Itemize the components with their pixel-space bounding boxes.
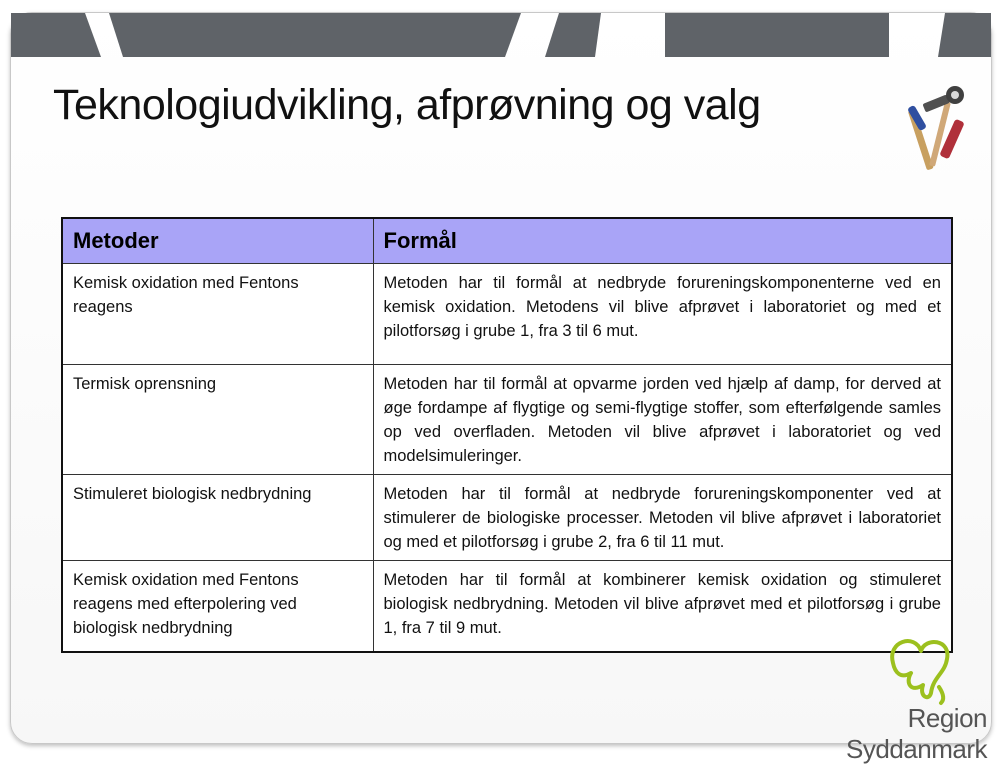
- band-segment: [938, 13, 991, 57]
- purpose-cell: Metoden har til formål at nedbryde forureningskomponenter ved at stimulerer de biologiske processer. Metoden vil blive afprøvet i laboratoriet og med et pilotforsøg i grube 2, fra 6 til 11 mut.: [373, 475, 952, 561]
- top-band: [11, 13, 991, 57]
- table-row: [62, 264, 952, 365]
- method-cell: Stimuleret biologisk nedbrydning: [62, 475, 373, 561]
- band-segment: [545, 13, 601, 57]
- purpose-cell: Metoden har til formål at nedbryde forureningskomponenterne ved en kemisk oxidation. Metodens vil blive afprøvet i laboratoriet og med et pilotforsøg i grube 1, fra 3 til 6 mut.: [373, 264, 952, 365]
- methods-table: [61, 217, 953, 653]
- header-purpose: Formål: [373, 218, 952, 264]
- table-row: [62, 365, 952, 475]
- purpose-cell: Metoden har til formål at kombinerer kemisk oxidation og stimuleret biologisk nedbrydning. Metoden vil blive afprøvet med et pilotforsøg i grube 1, fra 7 til 9 mut.: [373, 561, 952, 653]
- slide: [10, 12, 992, 764]
- header-methods: Metoder: [62, 218, 373, 264]
- region-logo: [781, 633, 991, 764]
- method-cell: Kemisk oxidation med Fentons reagens: [62, 264, 373, 365]
- band-segment: [665, 13, 889, 57]
- region-logo-text: Region Syddanmark: [846, 703, 987, 764]
- table-header-row: [62, 218, 952, 264]
- method-cell: Kemisk oxidation med Fentons reagens med efterpolering ved biologisk nedbrydning: [62, 561, 373, 653]
- tools-icon: [907, 79, 975, 175]
- purpose-cell: Metoden har til formål at opvarme jorden ved hjælp af damp, for derved at øge fordampe af flygtige og semi-flygtige stoffer, som efterfølgende samles op ved overfladen. Metoden vil blive afprøvet i laboratoriet og ved modelsimuleringer.: [373, 365, 952, 475]
- band-segment: [109, 13, 521, 57]
- band-segment: [11, 13, 101, 57]
- region-logo-icon: [881, 633, 961, 705]
- table-row: [62, 475, 952, 561]
- slide-title: Teknologiudvikling, afprøvning og valg: [53, 81, 761, 129]
- method-cell: Termisk oprensning: [62, 365, 373, 475]
